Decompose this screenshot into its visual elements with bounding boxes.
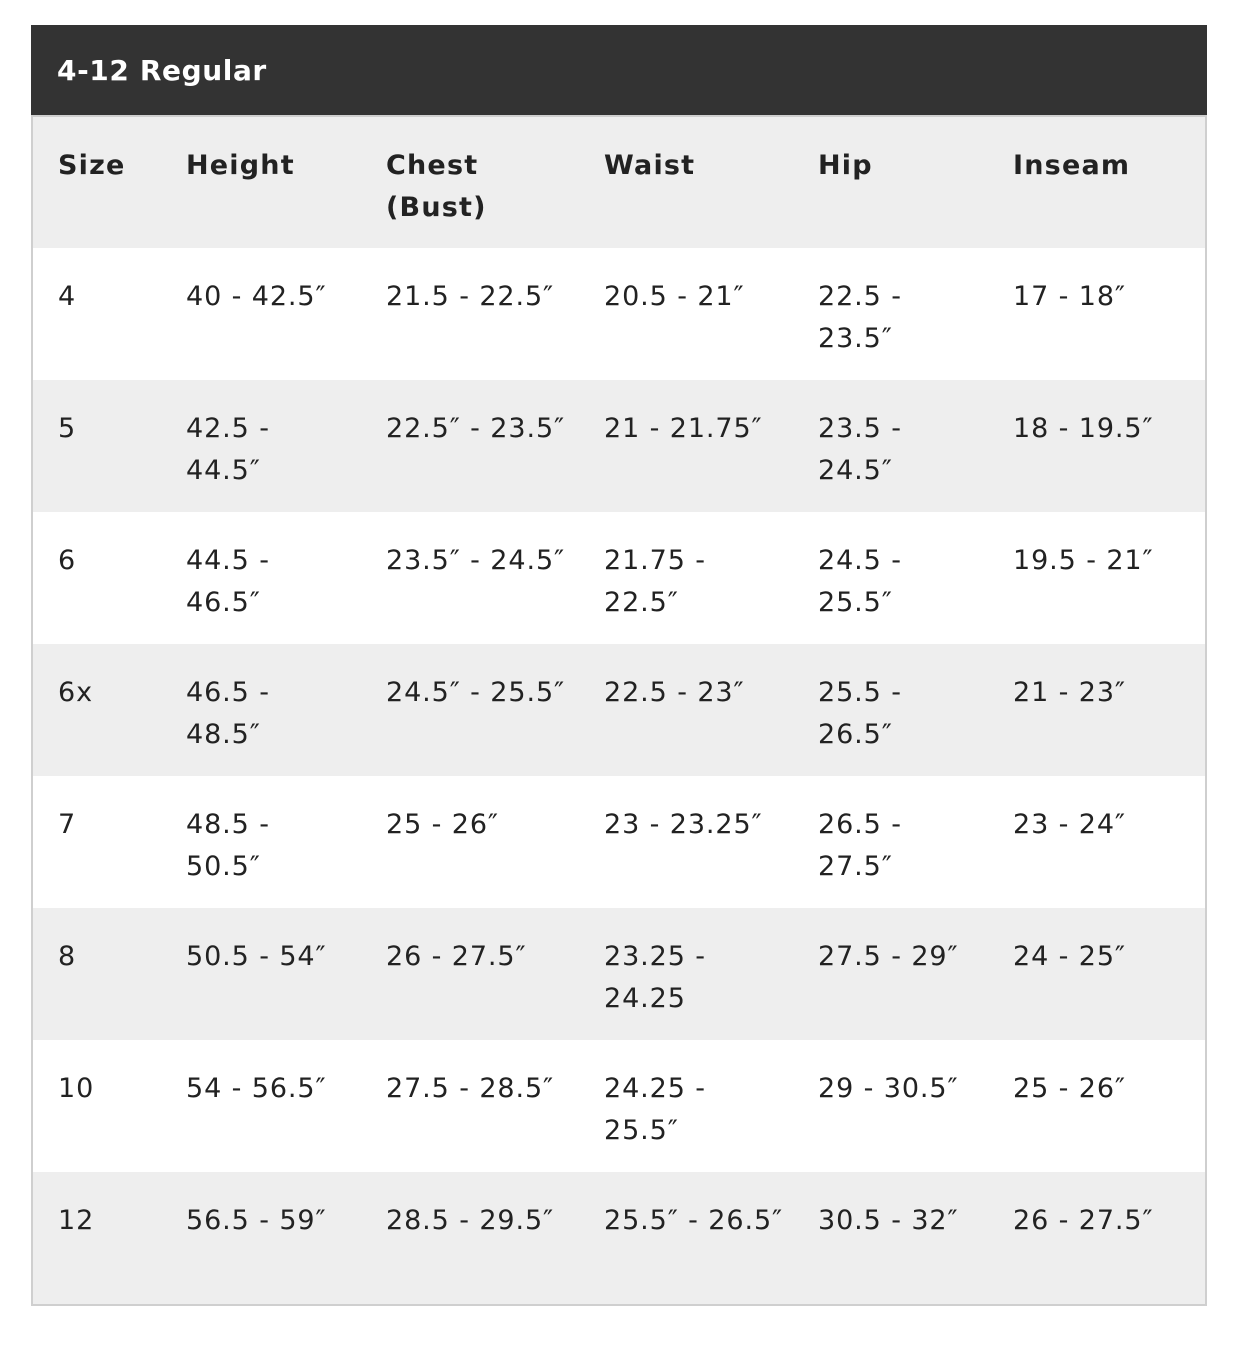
cell-waist: 23.25 - 24.25 (604, 941, 706, 1014)
cell-height: 46.5 - 48.5″ (186, 677, 270, 750)
table-row (33, 776, 1205, 908)
cell-chest: 23.5″ - 24.5″ (386, 545, 566, 576)
cell-waist: 22.5 - 23″ (604, 677, 745, 708)
cell-inseam: 24 - 25″ (1013, 941, 1126, 972)
cell-waist: 24.25 - 25.5″ (604, 1073, 706, 1146)
cell-size: 4 (58, 281, 77, 312)
cell-waist: 25.5″ - 26.5″ (604, 1205, 784, 1236)
cell-inseam: 18 - 19.5″ (1013, 413, 1154, 444)
cell-hip: 23.5 - 24.5″ (818, 413, 902, 486)
column-header-size: Size (58, 150, 126, 181)
size-table (33, 115, 1205, 1304)
cell-height: 54 - 56.5″ (186, 1073, 327, 1104)
cell-chest: 25 - 26″ (386, 809, 499, 840)
size-chart-title-bar (31, 25, 1207, 115)
cell-inseam: 19.5 - 21″ (1013, 545, 1154, 576)
cell-chest: 22.5″ - 23.5″ (386, 413, 566, 444)
column-header-waist: Waist (604, 150, 696, 181)
cell-chest: 21.5 - 22.5″ (386, 281, 555, 312)
cell-size: 10 (58, 1073, 95, 1104)
cell-size: 12 (58, 1205, 95, 1236)
table-row (33, 512, 1205, 644)
table-row (33, 248, 1205, 380)
cell-size: 5 (58, 413, 77, 444)
table-row (33, 644, 1205, 776)
cell-hip: 25.5 - 26.5″ (818, 677, 902, 750)
cell-waist: 20.5 - 21″ (604, 281, 745, 312)
column-header-chest: Chest (Bust) (386, 150, 487, 223)
cell-size: 8 (58, 941, 77, 972)
cell-height: 56.5 - 59″ (186, 1205, 327, 1236)
table-row (33, 1040, 1205, 1172)
cell-height: 48.5 - 50.5″ (186, 809, 270, 882)
cell-waist: 23 - 23.25″ (604, 809, 763, 840)
table-row (33, 908, 1205, 1040)
cell-waist: 21.75 - 22.5″ (604, 545, 706, 618)
cell-size: 6 (58, 545, 77, 576)
cell-inseam: 17 - 18″ (1013, 281, 1126, 312)
cell-inseam: 25 - 26″ (1013, 1073, 1126, 1104)
column-header-inseam: Inseam (1013, 150, 1131, 181)
cell-chest: 27.5 - 28.5″ (386, 1073, 555, 1104)
cell-height: 40 - 42.5″ (186, 281, 327, 312)
cell-chest: 24.5″ - 25.5″ (386, 677, 566, 708)
column-header-hip: Hip (818, 150, 873, 181)
cell-chest: 26 - 27.5″ (386, 941, 527, 972)
cell-size: 7 (58, 809, 77, 840)
cell-hip: 27.5 - 29″ (818, 941, 959, 972)
cell-inseam: 21 - 23″ (1013, 677, 1126, 708)
cell-hip: 26.5 - 27.5″ (818, 809, 902, 882)
cell-hip: 29 - 30.5″ (818, 1073, 959, 1104)
table-header-row (33, 116, 1205, 248)
table-row (33, 380, 1205, 512)
cell-height: 50.5 - 54″ (186, 941, 327, 972)
cell-inseam: 26 - 27.5″ (1013, 1205, 1154, 1236)
cell-hip: 22.5 - 23.5″ (818, 281, 902, 354)
size-chart (31, 25, 1207, 1306)
column-header-height: Height (186, 150, 295, 181)
cell-inseam: 23 - 24″ (1013, 809, 1126, 840)
cell-chest: 28.5 - 29.5″ (386, 1205, 555, 1236)
table-row (33, 1172, 1205, 1304)
cell-height: 42.5 - 44.5″ (186, 413, 270, 486)
cell-hip: 30.5 - 32″ (818, 1205, 959, 1236)
cell-hip: 24.5 - 25.5″ (818, 545, 902, 618)
cell-size: 6x (58, 677, 93, 708)
size-chart-title: 4-12 Regular (57, 53, 267, 87)
cell-waist: 21 - 21.75″ (604, 413, 763, 444)
cell-height: 44.5 - 46.5″ (186, 545, 270, 618)
